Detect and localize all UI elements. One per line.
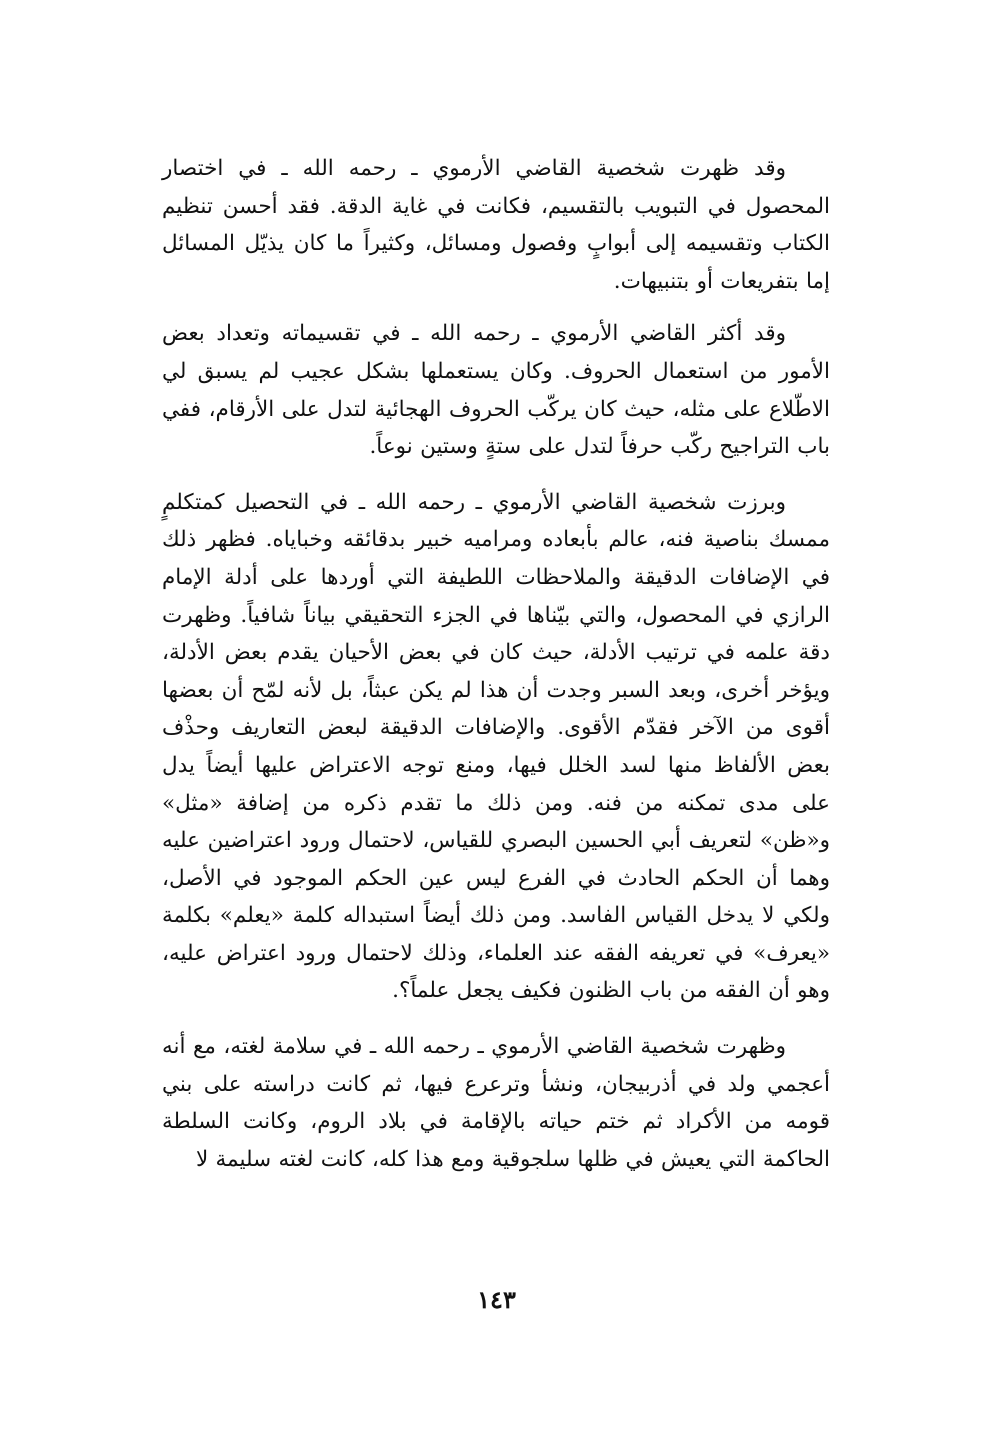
paragraph-1: وقد ظهرت شخصية القاضي الأرموي ـ رحمه الله ـ في اختصار المحصول في التبويب بالتقسيم، فكانت في غاية الدقة. فقد أحسن تنظيم الكتاب وتقسيمه إلى أبوابٍ وفصول ومسائل، وكثيراً ما كان يذيّل المسائل إما بتفريعات أو بتنبيهات.	[162, 156, 830, 294]
body-text	[162, 150, 830, 1198]
paragraph-4: وظهرت شخصية القاضي الأرموي ـ رحمه الله ـ في سلامة لغته، مع أنه أعجمي ولد في أذربيجان، ونشأ وترعرع فيها، ثم كانت دراسته على بني قومه من الأكراد ثم ختم حياته بالإقامة في بلاد الروم، وكانت السلطة الحاكمة التي يعيش في ظلها سلجوقية ومع هذا كله، كانت لغته سليمة لا	[162, 1034, 830, 1172]
paragraph-3: وبرزت شخصية القاضي الأرموي ـ رحمه الله ـ في التحصيل كمتكلمٍ ممسك بناصية فنه، عالم بأبعاده ومراميه خبير بدقائقه وخباياه. فظهر ذلك في الإضافات الدقيقة والملاحظات اللطيفة التي أوردها على أدلة الإمام الرازي في المحصول، والتي بيّناها في الجزء التحقيقي بياناً شافياً. وظهرت دقة علمه في ترتيب الأدلة، حيث كان في بعض الأحيان يقدم بعض الأدلة، ويؤخر أخرى، وبعد السبر وجدت أن هذا لم يكن عبثاً، بل لأنه لمّح أن بعضها أقوى من الآخر فقدّم الأقوى. والإضافات الدقيقة لبعض التعاريف وحذْف بعض الألفاظ منها لسد الخلل فيها، ومنع توجه الاعتراض عليها أيضاً يدل على مدى تمكنه من فنه. ومن ذلك ما تقدم ذكره من إضافة «مثل» و«ظن» لتعريف أبي الحسين البصري للقياس، لاحتمال ورود اعتراضين عليه وهما أن الحكم الحادث في الفرع ليس عين الحكم الموجود في الأصل، ولكي لا يدخل القياس الفاسد. ومن ذلك أيضاً استبداله كلمة «يعلم» بكلمة «يعرف» في تعريفه الفقه عند العلماء، وذلك لاحتمال ورود اعتراض عليه، وهو أن الفقه من باب الظنون فكيف يجعل علماً؟.	[162, 489, 830, 1004]
paragraph-2: وقد أكثر القاضي الأرموي ـ رحمه الله ـ في تقسيماته وتعداد بعض الأمور من استعمال الحروف. وكان يستعملها بشكل عجيب لم يسبق لي الاطّلاع على مثله، حيث كان يركّب الحروف الهجائية لتدل على الأرقام، ففي باب التراجيح ركّب حرفاً لتدل على ستةٍ وستين نوعاً.	[162, 321, 830, 460]
page-number: ١٤٣	[477, 1285, 516, 1314]
